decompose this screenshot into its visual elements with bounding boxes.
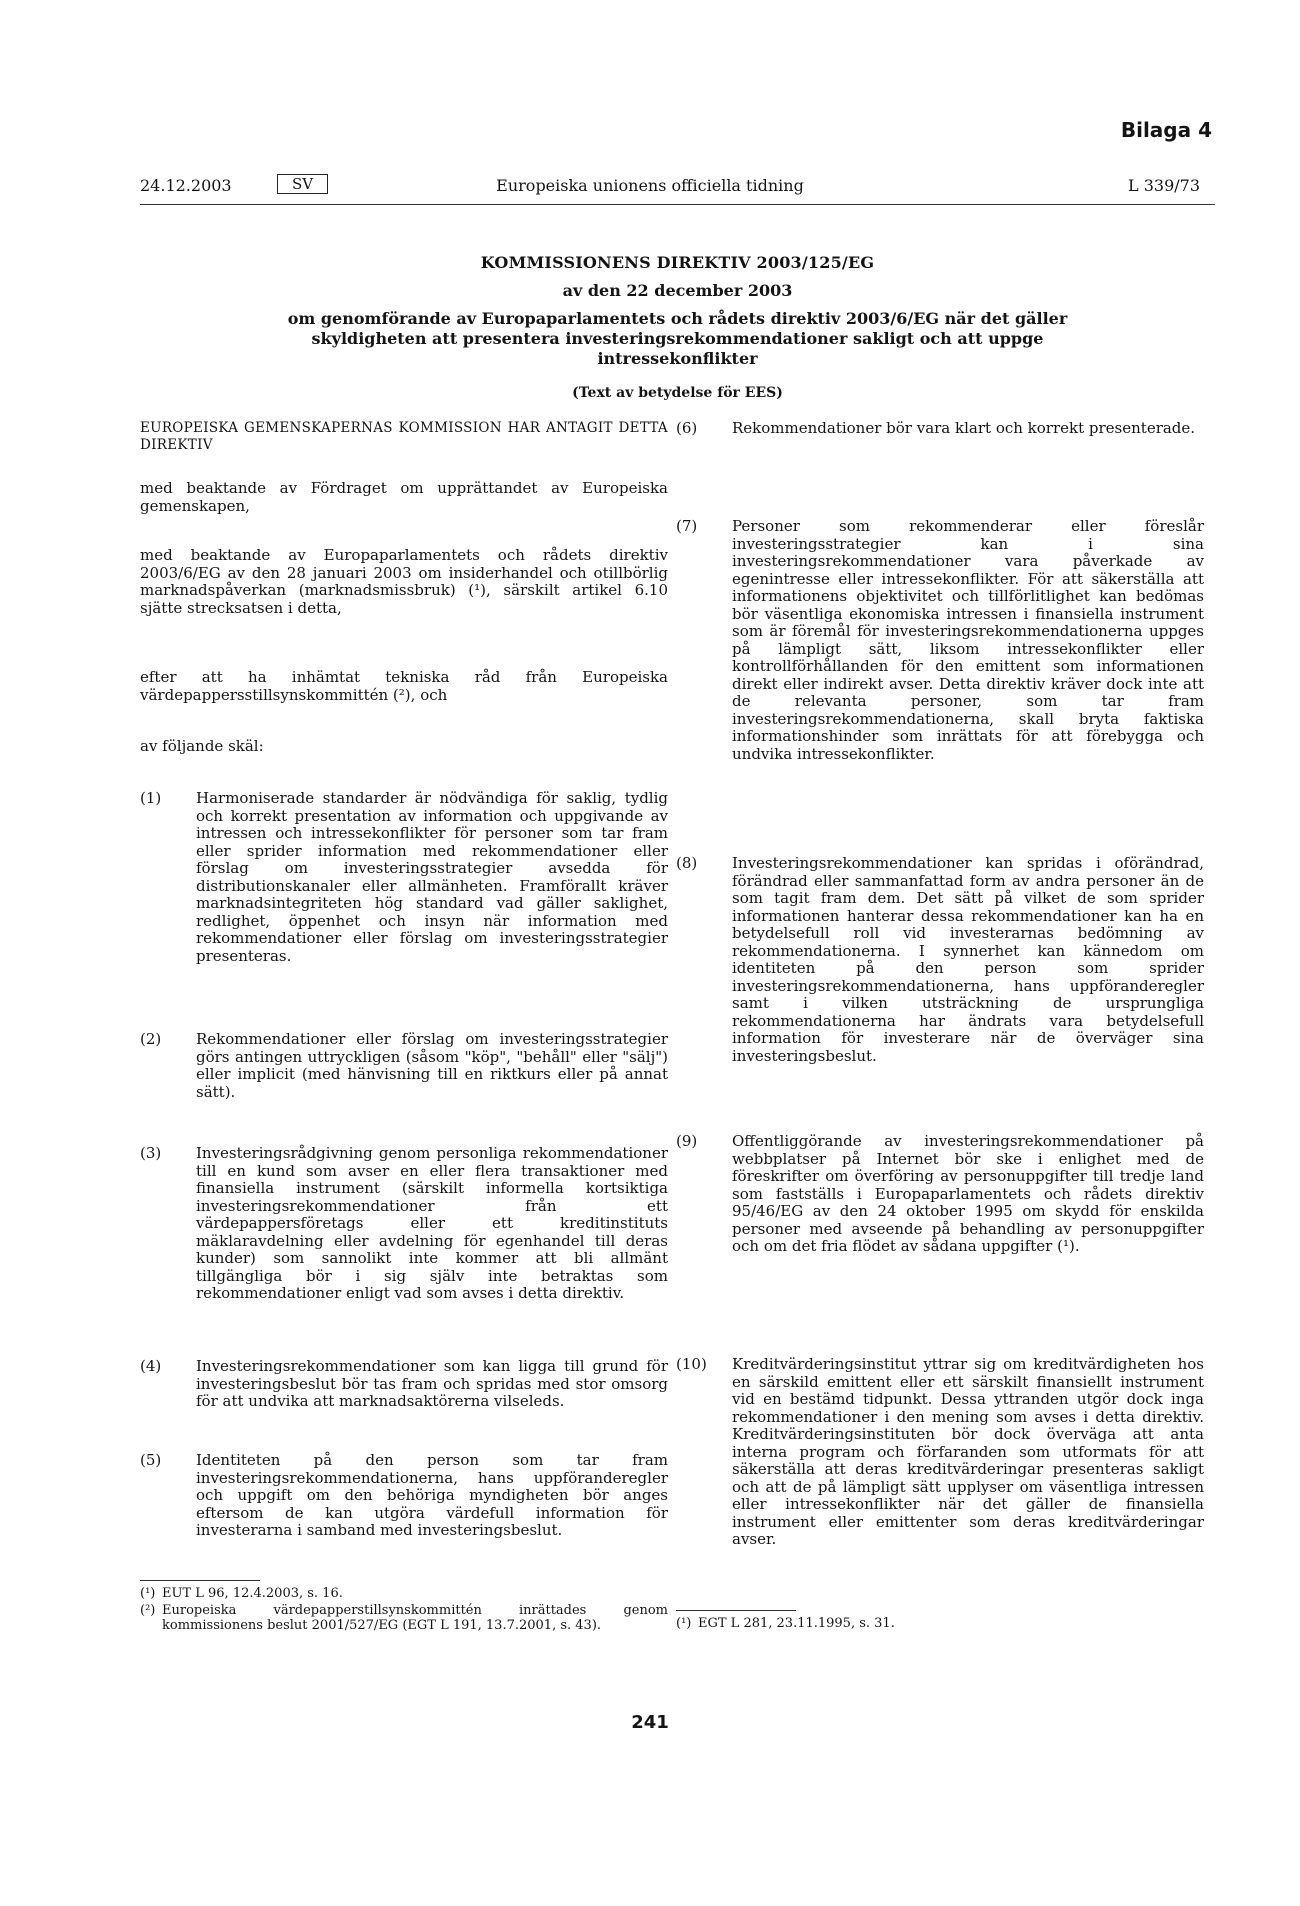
- recitals-intro: av följande skäl:: [140, 737, 264, 755]
- annex-label: Bilaga 4: [1120, 118, 1212, 142]
- citation-treaty: med beaktande av Fördraget om upprättandet av Europeiska gemenskapen,: [140, 479, 668, 515]
- directive-subject: om genomförande av Europaparlamentets och rådets direktiv 2003/6/EG när det gäller skyldigheten att presentera investeringsrekommendationer sakligt och att uppge intressekonflikter: [287, 309, 1068, 368]
- recital-text: Investeringsrekommendationer kan spridas i oförändrad, förändrad eller sammanfattad form av andra personer än de som tagit fram dem. Det sätt på vilket de som sprider informationen hanterar dessa rekommendationer kan ha en betydelsefull roll vid investerarnas bedömning av rekommendationerna. I synnerhet kan kännedom om identiteten på den person som sprider investeringsrekommendationerna, hans uppföranderegler samt i vilken utsträckning de ursprungliga rekommendationerna har ändrats vara betydelsefull information för investerare när de överväger sina investeringsbeslut.: [732, 854, 1204, 1065]
- recital-text: Personer som rekommenderar eller föreslår investeringsstrategier kan i sina investeringsrekommendationer vara påverkade av egenintresse eller intressekonflikter. För att säkerställa att informationens objektivitet och tillförlitlighet kan bedömas bör väsentliga ekonomiska intressen i finansiella instrument som är föremål för investeringsrekommendationerna uppges på lämpligt sätt, liksom intressekonflikter eller kontrollförhållanden för den emittent som informationen direkt eller indirekt avser. Detta direktiv kräver dock inte att de relevanta personer, som tar fram investeringsrekommendationerna, skall bryta faktiska informationshinder som inrättats för att förebygga och undvika intressekonflikter.: [732, 517, 1204, 763]
- recital-number: (6): [676, 419, 698, 437]
- language-box: SV: [277, 174, 328, 194]
- right-column: [676, 0, 1204, 1906]
- footnote-1: [676, 1616, 1204, 1632]
- page-number: 241: [631, 1712, 669, 1733]
- header-date: 24.12.2003: [140, 176, 232, 195]
- recital-number: (7): [676, 517, 698, 535]
- eea-relevance: (Text av betydelse för EES): [572, 385, 783, 401]
- recital-text: Rekommendationer eller förslag om investeringsstrategier görs antingen uttryckligen (såsom "köp", "behåll" eller "sälj") eller implicit (med hänvisning till en riktkurs eller på annat sätt).: [196, 1030, 668, 1101]
- recital-text: Investeringsrådgivning genom personliga rekommendationer till en kund som avser en eller flera transaktioner med finansiella instrument (särskilt informella kortsiktiga investeringsrekommendationer från ett värdepappersföretags eller ett kreditinstituts mäklaravdelning eller avdelning för egenhandel till deras kunder) som sannolikt inte kommer att bli allmänt tillgängliga bör i sig själv inte betraktas som rekommendationer enligt vad som avses i detta direktiv.: [196, 1144, 668, 1302]
- footnote-number: (²): [140, 1603, 156, 1618]
- footnote-number: (¹): [140, 1586, 156, 1601]
- footnote-text: EUT L 96, 12.4.2003, s. 16.: [162, 1586, 343, 1601]
- recital-number: (8): [676, 854, 698, 872]
- recital-number: (2): [140, 1030, 162, 1048]
- header-page-reference: L 339/73: [1128, 176, 1200, 195]
- left-column: [140, 0, 668, 1906]
- footnote-text: EGT L 281, 23.11.1995, s. 31.: [698, 1616, 895, 1631]
- directive-title: KOMMISSIONENS DIREKTIV 2003/125/EG: [480, 253, 875, 272]
- recital-number: (4): [140, 1357, 162, 1375]
- recital-text: Harmoniserade standarder är nödvändiga för saklig, tydlig och korrekt presentation av information och uppgivande av intressen och intressekonflikter för personer som tar fram eller sprider information med rekommendationer eller förslag om investeringsstrategier avsedda för distributionskanaler eller allmänheten. Framförallt kräver marknadsintegriteten hög standard vad gäller saklighet, redlighet, öppenhet och insyn när information med rekommendationer eller förslag om investeringsstrategier presenteras.: [196, 789, 668, 965]
- directive-date: av den 22 december 2003: [562, 281, 793, 300]
- adopting-clause: EUROPEISKA GEMENSKAPERNAS KOMMISSION HAR ANTAGIT DETTA DIREKTIV: [140, 420, 668, 453]
- journal-title: Europeiska unionens officiella tidning: [496, 176, 804, 195]
- recital-text: Offentliggörande av investeringsrekommendationer på webbplatser på Internet bör ske i enlighet med de föreskrifter om överföring av personuppgifter till tredje land som fastställs i Europaparlamentets och rådets direktiv 95/46/EG av den 24 oktober 1995 om skydd för enskilda personer med avseende på behandling av personuppgifter och om det fria flödet av sådana uppgifter (¹).: [732, 1132, 1204, 1255]
- recital-text: Investeringsrekommendationer som kan ligga till grund för investeringsbeslut bör tas fram och spridas med stor omsorg för att undvika att marknadsaktörerna vilseleds.: [196, 1357, 668, 1410]
- recital-text: Kreditvärderingsinstitut yttrar sig om kreditvärdigheten hos en särskild emittent eller ett särskilt finansiellt instrument vid en bestämd tidpunkt. Dessa yttranden utgör dock inga rekommendationer i den mening som avses i detta direktiv. Kreditvärderingsinstituten bör dock överväga att anta interna program och förfaranden som utformats för att säkerställa att deras kreditvärderingar presenteras sakligt och att de på lämpligt sätt upplyser om väsentliga intressen eller intressekonflikter när det gäller de finansiella instrument eller emittenter som deras kreditvärderingar avser.: [732, 1355, 1204, 1548]
- citation-directive: med beaktande av Europaparlamentets och rådets direktiv 2003/6/EG av den 28 januari 2003 om insiderhandel och otillbörlig marknadspåverkan (marknadsmissbruk) (¹), särskilt artikel 6.10 sjätte strecksatsen i detta,: [140, 546, 668, 617]
- recital-text: Identiteten på den person som tar fram investeringsrekommendationerna, hans uppföranderegler och uppgift om den behöriga myndigheten bör anges eftersom de kan utgöra värdefull information för investerarna i samband med investeringsbeslut.: [196, 1451, 668, 1539]
- footnote-rule: [676, 1610, 796, 1611]
- footnote-rule: [140, 1580, 260, 1581]
- recital-number: (10): [676, 1355, 707, 1373]
- recital-number: (1): [140, 789, 162, 807]
- footnote-1: [140, 1586, 668, 1602]
- recital-number: (5): [140, 1451, 162, 1469]
- recital-number: (9): [676, 1132, 698, 1150]
- recital-number: (3): [140, 1144, 162, 1162]
- recital-text: Rekommendationer bör vara klart och korrekt presenterade.: [732, 419, 1196, 437]
- footnote-number: (¹): [676, 1616, 692, 1631]
- footnote-text: Europeiska värdepapperstillsynskommittén inrättades genom kommissionens beslut 2001/527/EG (EGT L 191, 13.7.2001, s. 43).: [162, 1603, 668, 1633]
- citation-committee: efter att ha inhämtat tekniska råd från Europeiska värdepappersstillsynskommittén (²), och: [140, 668, 668, 704]
- footnote-2: [140, 1603, 668, 1635]
